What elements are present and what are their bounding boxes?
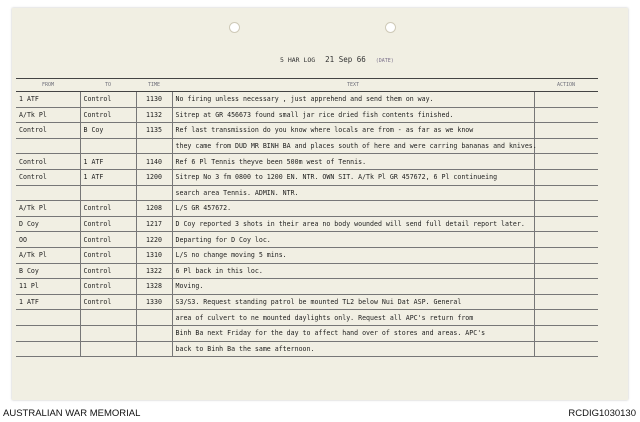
table-row xyxy=(16,154,598,170)
table-row xyxy=(16,107,598,123)
table-row xyxy=(16,216,598,232)
column-header-from: FROM xyxy=(16,79,80,92)
cell-text: back to Binh Ba the same afternoon. xyxy=(172,341,534,357)
cell-text: Moving. xyxy=(172,279,534,295)
cell-action xyxy=(534,138,598,154)
cell-time: 1220 xyxy=(136,232,172,248)
cell-to xyxy=(80,341,136,357)
cell-action xyxy=(534,107,598,123)
cell-text: Sitrep No 3 fm 0800 to 1200 EN. NTR. OWN SIT. A/Tk Pl GR 457672, 6 Pl continueing xyxy=(172,169,534,185)
cell-from: 1 ATF xyxy=(16,294,80,310)
cell-action xyxy=(534,154,598,170)
cell-text: Ref last transmission do you know where locals are from - as far as we know xyxy=(172,123,534,139)
cell-from: B Coy xyxy=(16,263,80,279)
cell-to: B Coy xyxy=(80,123,136,139)
cell-time xyxy=(136,310,172,326)
log-header xyxy=(280,55,400,64)
cell-to: Control xyxy=(80,294,136,310)
cell-action xyxy=(534,169,598,185)
cell-text: search area Tennis. ADMIN. NTR. xyxy=(172,185,534,201)
punch-hole-right xyxy=(385,22,396,33)
cell-to xyxy=(80,185,136,201)
cell-text: Departing for D Coy loc. xyxy=(172,232,534,248)
cell-to xyxy=(80,138,136,154)
cell-to xyxy=(80,325,136,341)
cell-to: 1 ATF xyxy=(80,169,136,185)
cell-text: S3/S3. Request standing patrol be mounted TL2 below Nui Dat ASP. General xyxy=(172,294,534,310)
cell-text: they came from DUD MR BINH BA and places south of here and were carring bananas and knives. xyxy=(172,138,534,154)
cell-to: Control xyxy=(80,263,136,279)
log-date: 21 Sep 66 xyxy=(325,55,366,64)
cell-from: A/Tk Pl xyxy=(16,201,80,217)
cell-time: 1322 xyxy=(136,263,172,279)
cell-text: L/S GR 457672. xyxy=(172,201,534,217)
cell-time xyxy=(136,341,172,357)
cell-action xyxy=(534,216,598,232)
column-header-action: ACTION xyxy=(534,79,598,92)
table-row xyxy=(16,310,598,326)
cell-from: Control xyxy=(16,154,80,170)
cell-time: 1140 xyxy=(136,154,172,170)
cell-action xyxy=(534,123,598,139)
cell-action xyxy=(534,263,598,279)
cell-action xyxy=(534,92,598,108)
column-header-time: TIME xyxy=(136,79,172,92)
table-row xyxy=(16,92,598,108)
cell-time: 1132 xyxy=(136,107,172,123)
cell-to: Control xyxy=(80,107,136,123)
cell-time: 1135 xyxy=(136,123,172,139)
cell-time xyxy=(136,325,172,341)
table-row xyxy=(16,185,598,201)
cell-to: 1 ATF xyxy=(80,154,136,170)
log-body xyxy=(16,92,598,357)
cell-to: Control xyxy=(80,232,136,248)
cell-text: area of culvert to ne mounted daylights only. Request all APC's return from xyxy=(172,310,534,326)
cell-text: L/S no change moving 5 mins. xyxy=(172,247,534,263)
cell-time xyxy=(136,138,172,154)
cell-time: 1217 xyxy=(136,216,172,232)
cell-time: 1200 xyxy=(136,169,172,185)
cell-from xyxy=(16,341,80,357)
cell-from xyxy=(16,185,80,201)
log-table xyxy=(16,78,598,357)
cell-time: 1310 xyxy=(136,247,172,263)
cell-from xyxy=(16,138,80,154)
table-row xyxy=(16,247,598,263)
cell-time xyxy=(136,185,172,201)
cell-action xyxy=(534,310,598,326)
table-row xyxy=(16,201,598,217)
table-row xyxy=(16,263,598,279)
cell-to: Control xyxy=(80,92,136,108)
table-row xyxy=(16,279,598,295)
column-header-text: TEXT xyxy=(172,79,534,92)
cell-time: 1130 xyxy=(136,92,172,108)
cell-action xyxy=(534,247,598,263)
cell-from xyxy=(16,310,80,326)
cell-from xyxy=(16,325,80,341)
cell-to: Control xyxy=(80,201,136,217)
cell-from: 1 ATF xyxy=(16,92,80,108)
cell-to: Control xyxy=(80,247,136,263)
cell-action xyxy=(534,341,598,357)
cell-time: 1330 xyxy=(136,294,172,310)
cell-from: OO xyxy=(16,232,80,248)
cell-text: Binh Ba next Friday for the day to affect hand over of stores and areas. APC's xyxy=(172,325,534,341)
cell-text: Ref 6 Pl Tennis theyve been 500m west of Tennis. xyxy=(172,154,534,170)
cell-action xyxy=(534,232,598,248)
cell-action xyxy=(534,294,598,310)
table-row xyxy=(16,341,598,357)
cell-from: A/Tk Pl xyxy=(16,247,80,263)
table-row xyxy=(16,169,598,185)
cell-text: Sitrep at GR 456673 found small jar rice dried fish contents finished. xyxy=(172,107,534,123)
cell-from: 11 Pl xyxy=(16,279,80,295)
cell-time: 1328 xyxy=(136,279,172,295)
table-header-row xyxy=(16,79,598,92)
cell-to: Control xyxy=(80,279,136,295)
cell-text: D Coy reported 3 shots in their area no body wounded will send full detail report later. xyxy=(172,216,534,232)
cell-action xyxy=(534,185,598,201)
cell-text: No firing unless necessary , just apprehend and send them on way. xyxy=(172,92,534,108)
cell-text: 6 Pl back in this loc. xyxy=(172,263,534,279)
cell-to: Control xyxy=(80,216,136,232)
table-row xyxy=(16,138,598,154)
log-title: 5 HAR LOG xyxy=(280,56,316,64)
cell-action xyxy=(534,201,598,217)
column-header-to: TO xyxy=(80,79,136,92)
cell-action xyxy=(534,325,598,341)
footer-source: AUSTRALIAN WAR MEMORIAL xyxy=(3,408,141,419)
table-row xyxy=(16,232,598,248)
cell-time: 1208 xyxy=(136,201,172,217)
table-row xyxy=(16,294,598,310)
footer-reference: RCDIG1030130 xyxy=(568,408,636,419)
cell-from: Control xyxy=(16,123,80,139)
cell-from: D Coy xyxy=(16,216,80,232)
cell-action xyxy=(534,279,598,295)
date-label: (DATE) xyxy=(375,58,394,64)
table-row xyxy=(16,325,598,341)
cell-from: Control xyxy=(16,169,80,185)
cell-from: A/Tk Pl xyxy=(16,107,80,123)
table-row xyxy=(16,123,598,139)
punch-hole-left xyxy=(229,22,240,33)
cell-to xyxy=(80,310,136,326)
